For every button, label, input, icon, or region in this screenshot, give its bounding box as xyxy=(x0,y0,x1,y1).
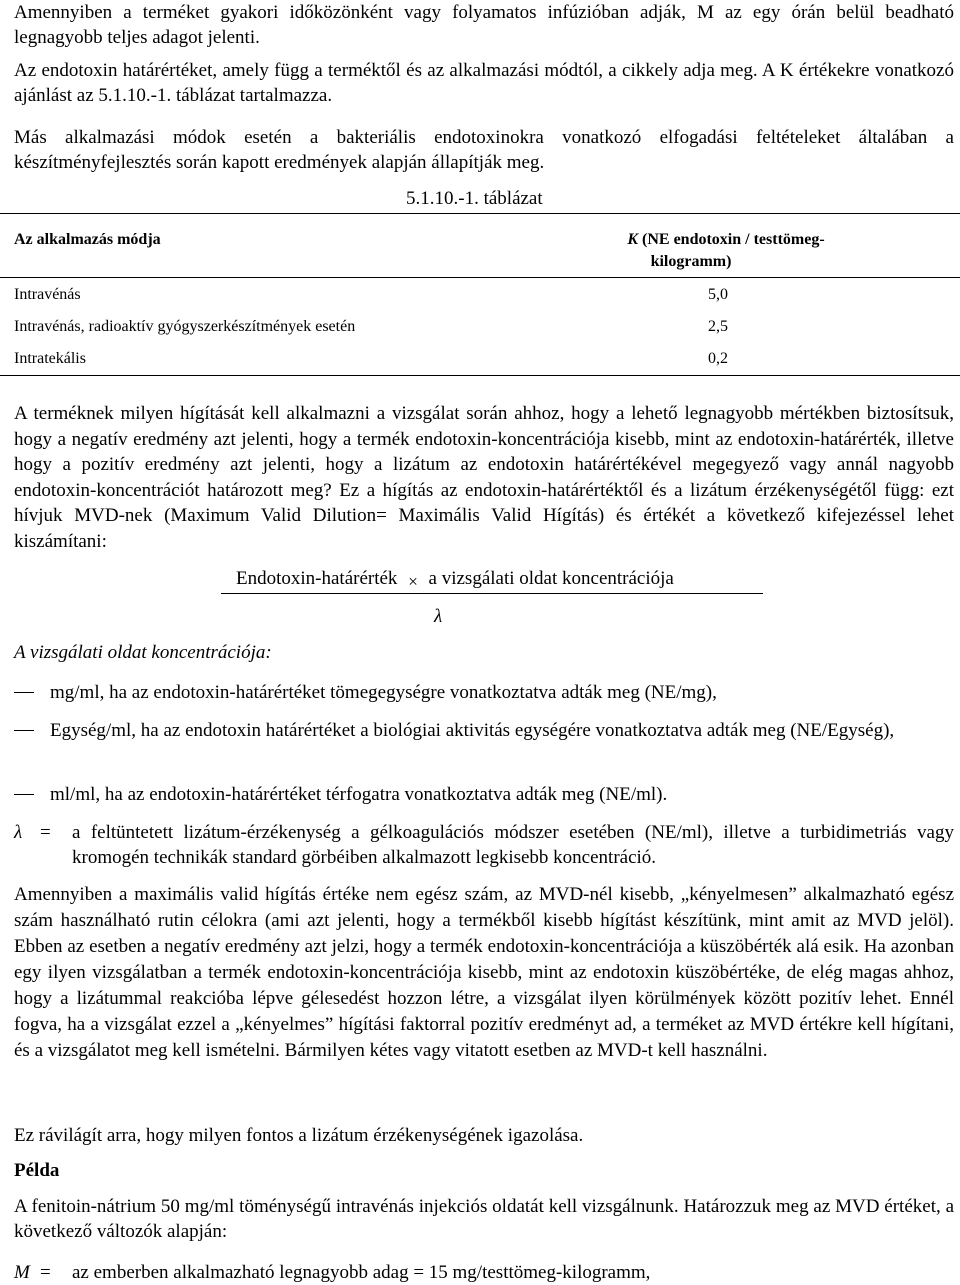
table-header-divider xyxy=(0,277,960,278)
paragraph-infusion-dose: Amennyiben a terméket gyakori időközönként vagy folyamatos infúzióban adják, M az egy órán belül beadható legnagyobb teljes adagot jelenti. xyxy=(14,2,954,48)
table-header-mode: Az alkalmazás módja xyxy=(14,231,161,248)
k-symbol: K xyxy=(627,231,639,248)
m-equals: = xyxy=(40,1262,51,1283)
definition-label: A vizsgálati oldat koncentrációja: xyxy=(14,642,272,663)
lambda-equals: = xyxy=(40,822,51,843)
table-row-k: 2,5 xyxy=(708,318,728,335)
lambda-symbol: λ xyxy=(14,822,23,843)
paragraph-other-routes: Más alkalmazási módok esetén a bakteriális endotoxinokra vonatkozó elfogadási feltételeket általában a készítményfejlesztés során kapott eredmények alapján állapítják meg. xyxy=(14,127,954,173)
lambda-definition: a feltüntetett lizátum-érzékenység a gélkoagulációs módszer esetében (NE/ml), illetve a turbidimetriás vagy kromogén technikák standard görbéiben alkalmazott legkisebb koncentráció. xyxy=(72,822,954,868)
table-header-k-line1: (NE endotoxin / testtömeg- xyxy=(638,231,825,248)
example-heading: Példa xyxy=(14,1160,60,1181)
formula-limit: Endotoxin-határérték xyxy=(236,568,398,589)
table-top-border xyxy=(0,213,960,214)
m-definition: az emberben alkalmazható legnagyobb adag = 15 mg/testtömeg-kilogramm, xyxy=(72,1262,651,1283)
paragraph-example: A fenitoin-nátrium 50 mg/ml töménységű intravénás injekciós oldatát kell vizsgálnunk. Határozzuk meg az MVD értéket, a következő változók alapján: xyxy=(14,1196,954,1242)
fraction-bar xyxy=(221,593,763,594)
table-header-k-line2: kilogramm) xyxy=(650,253,732,270)
table-header-k xyxy=(606,229,846,251)
m-symbol: M xyxy=(14,1262,30,1283)
times-sign: × xyxy=(408,572,418,591)
table-caption: 5.1.10.-1. táblázat xyxy=(406,188,543,209)
dash-item: ml/ml, ha az endotoxin-határértéket térfogatra vonatkoztatva adták meg (NE/ml). xyxy=(50,784,668,805)
table-row-mode: Intratekális xyxy=(14,350,86,367)
table-row-mode: Intravénás xyxy=(14,286,81,303)
paragraph-mvd-integer: Amennyiben a maximális valid hígítás értéke nem egész szám, az MVD-nél kisebb, „kényelmesen” alkalmazható egész szám használható rutin célokra (ami azt jelenti, hogy a termékből kisebb hígítást készítünk, mint amit az MVD jelöl). Ebben az esetben a negatív eredmény azt jelzi, hogy a termék endotoxin-koncentrációja a küszöbérték alá esik. Ha azonban egy ilyen vizsgálatban a termék endotoxin-koncentrációja kisebb, mint az endotoxin küszöbértéke, de elég magas ahhoz, hogy a lizátummal reakcióba lépve gélesedést hozzon létre, a vizsgálat ilyen körülmények között pozitív lehet. Ennél fogva, ha a vizsgálat ezzel a „kényelmes” hígítási faktorral pozitív eredményt ad, a terméket az MVD értékre kell hígítani, és a vizsgálatot meg kell ismételni. Bármilyen kétes vagy vitatott esetben az MVD-t kell használni. xyxy=(14,884,954,1061)
table-row-mode: Intravénás, radioaktív gyógyszerkészítmények esetén xyxy=(14,318,356,335)
formula-numerator xyxy=(236,566,674,591)
table-bottom-border xyxy=(0,375,960,376)
dash-item: Egység/ml, ha az endotoxin határértéket a biológiai aktivitás egységére vonatkoztatva adták meg (NE/Egység), xyxy=(50,720,895,741)
formula-concentration: a vizsgálati oldat koncentrációja xyxy=(428,568,674,589)
table-row-k: 0,2 xyxy=(708,350,728,367)
dash-marker xyxy=(14,692,34,693)
paragraph-mvd: A terméknek milyen hígítását kell alkalmazni a vizsgálat során ahhoz, hogy a lehető legnagyobb mértékben biztosítsuk, hogy a negatív eredmény azt jelenti, hogy a termék endotoxin-koncentrációja kisebb, mint az endotoxin-határérték, illetve hogy a pozitív eredmény azt jelenti, hogy a lizátum az endotoxin határértékével megegyező vagy annál nagyobb endotoxin-koncentrációt határozott meg? Ez a hígítás az endotoxin-határértéktől és a lizátum érzékenységétől függ: ezt hívjuk MVD-nek (Maximum Valid Dilution= Maximális Valid Hígítás) és értékét a következő kifejezéssel lehet kiszámítani: xyxy=(14,403,954,552)
table-row-k: 5,0 xyxy=(708,286,728,303)
paragraph-sensitivity: Ez rávilágít arra, hogy milyen fontos a lizátum érzékenységének igazolása. xyxy=(14,1125,584,1146)
dash-marker xyxy=(14,730,34,731)
dash-marker xyxy=(14,794,34,795)
dash-item: mg/ml, ha az endotoxin-határértéket tömegegységre vonatkoztatva adták meg (NE/mg), xyxy=(50,682,717,703)
paragraph-endotoxin-limit: Az endotoxin határértéket, amely függ a terméktől és az alkalmazási módtól, a cikkely adja meg. A K értékekre vonatkozó ajánlást az 5.1.10.-1. táblázat tartalmazza. xyxy=(14,60,954,106)
formula-lambda: λ xyxy=(434,606,443,627)
